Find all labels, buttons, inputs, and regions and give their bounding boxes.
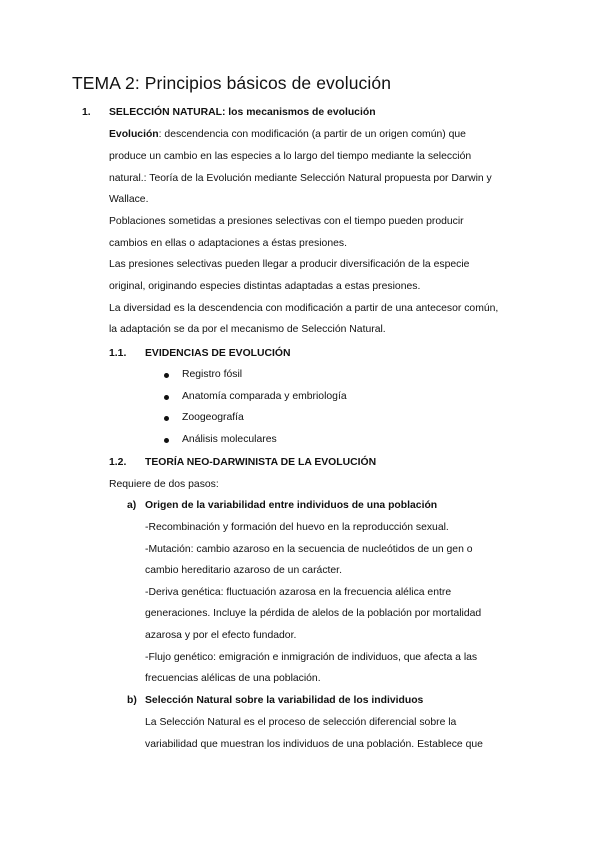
- bullet-icon: [164, 373, 169, 378]
- list-item: Zoogeografía: [182, 412, 244, 423]
- paragraph-line: frecuencias alélicas de una población.: [145, 673, 321, 684]
- paragraph-line: -Mutación: cambio azaroso en la secuencia de nucleótidos de un gen o: [145, 544, 473, 555]
- paragraph-line: Las presiones selectivas pueden llegar a producir diversificación de la especie: [109, 259, 470, 270]
- paragraph-line: variabilidad que muestran los individuos de una población. Establece que: [145, 739, 483, 750]
- term-evolucion: Evolución: [109, 129, 159, 140]
- bullet-icon: [164, 416, 169, 421]
- paragraph-line: [109, 128, 466, 142]
- page-title: TEMA 2: Principios básicos de evolución: [72, 73, 392, 93]
- item-heading: Origen de la variabilidad entre individuos de una población: [145, 500, 438, 511]
- bullet-icon: [164, 438, 169, 443]
- paragraph-line: -Recombinación y formación del huevo en la reproducción sexual.: [145, 522, 449, 533]
- paragraph-line: generaciones. Incluye la pérdida de alelos de la población por mortalidad: [145, 608, 482, 619]
- paragraph-line: cambios en ellas o adaptaciones a éstas presiones.: [109, 238, 347, 249]
- subsection-number: 1.2.: [109, 457, 127, 468]
- paragraph-line: cambio hereditario azaroso de un carácter.: [145, 565, 342, 576]
- list-item: Análisis moleculares: [182, 434, 277, 445]
- section-heading: SELECCIÓN NATURAL: los mecanismos de evolución: [109, 107, 376, 118]
- list-item: Registro fósil: [182, 369, 243, 380]
- paragraph-line: produce un cambio en las especies a lo largo del tiempo mediante la selección: [109, 151, 472, 162]
- paragraph-line: Wallace.: [109, 194, 149, 205]
- paragraph-line: Requiere de dos pasos:: [109, 479, 219, 490]
- paragraph-line: -Flujo genético: emigración e inmigración de individuos, que afecta a las: [145, 652, 478, 663]
- paragraph-line: La diversidad es la descendencia con modificación a partir de una antecesor común,: [109, 303, 499, 314]
- paragraph-line: azarosa y por el efecto fundador.: [145, 630, 297, 641]
- paragraph-line: la adaptación se da por el mecanismo de Selección Natural.: [109, 324, 386, 335]
- paragraph-line: -Deriva genética: fluctuación azarosa en la frecuencia alélica entre: [145, 587, 452, 598]
- item-heading: Selección Natural sobre la variabilidad de los individuos: [145, 695, 424, 706]
- section-number: 1.: [82, 107, 91, 118]
- paragraph-line: original, originando especies distintas adaptadas a estas presiones.: [109, 281, 421, 292]
- list-item: Anatomía comparada y embriología: [182, 391, 347, 402]
- bullet-icon: [164, 395, 169, 400]
- paragraph-line: La Selección Natural es el proceso de selección diferencial sobre la: [145, 717, 457, 728]
- list-marker: b): [127, 695, 137, 706]
- list-marker: a): [127, 500, 137, 511]
- definition-text: : descendencia con modificación (a partir de un origen común) que: [158, 129, 466, 140]
- subsection-number: 1.1.: [109, 348, 127, 359]
- subsection-heading: EVIDENCIAS DE EVOLUCIÓN: [145, 348, 291, 359]
- subsection-heading: TEORÍA NEO-DARWINISTA DE LA EVOLUCIÓN: [145, 457, 377, 468]
- paragraph-line: natural.: Teoría de la Evolución mediante Selección Natural propuesta por Darwin y: [109, 173, 492, 184]
- paragraph-line: Poblaciones sometidas a presiones selectivas con el tiempo pueden producir: [109, 216, 464, 227]
